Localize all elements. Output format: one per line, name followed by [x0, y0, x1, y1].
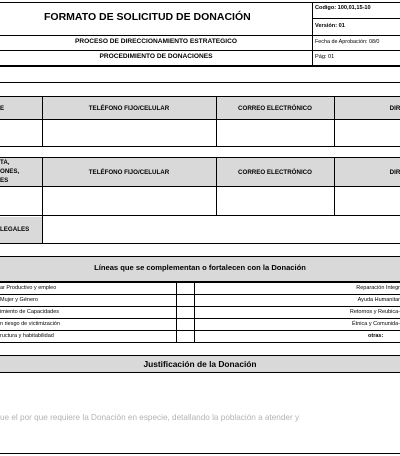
header-rule-1	[0, 35, 400, 36]
line-left-1-checkbox[interactable]	[177, 283, 194, 294]
table2-phone-header: TELÉFONO FIJO/CELULAR	[88, 168, 170, 176]
line-right-4: Étnica y Comunida-	[352, 321, 400, 327]
line-left-1: ar Productivo y empleo	[0, 285, 57, 291]
lines-row-rule-2	[0, 306, 400, 307]
lines-row-rule-3	[0, 318, 400, 319]
table2-col0-line2: ONES,	[0, 168, 20, 175]
line-left-3: imiento de Capacidades	[0, 309, 60, 315]
line-left-5-checkbox[interactable]	[177, 331, 194, 342]
table2-cell-0[interactable]	[0, 187, 42, 215]
line-left-4-checkbox[interactable]	[177, 319, 194, 330]
legales-label: LEGALES	[0, 226, 30, 233]
line-left-5: ructura y habitabilidad	[0, 333, 54, 339]
section-separator	[0, 82, 400, 83]
table2-email-field[interactable]	[217, 187, 334, 215]
justification-title: Justificación de la Donación	[143, 359, 257, 369]
justification-top-border	[0, 355, 400, 356]
table2-email-header: CORREO ELECTRÓNICO	[238, 168, 312, 176]
lines-top-border	[0, 256, 400, 257]
line-left-4: n riesgo de victimización	[0, 321, 60, 327]
line-left-3-checkbox[interactable]	[177, 307, 194, 318]
line-right-3: Retornos y Reubica-	[349, 309, 400, 315]
header-rule-2	[0, 50, 400, 51]
line-left-2: Mujer y Género	[0, 297, 38, 303]
table2-address-field[interactable]	[335, 187, 400, 215]
procedure-name: PROCEDIMIENTO DE DONACIONES	[99, 53, 213, 60]
header-top-border	[0, 2, 400, 3]
justification-bottom-border	[0, 453, 400, 454]
process-name: PROCESO DE DIRECCIONAMIENTO ESTRATEGICO	[74, 38, 238, 45]
line-right-2: Ayuda Humanitar	[357, 297, 400, 303]
table1-col0-header: E	[0, 104, 5, 112]
document-version: Versión: 01	[315, 23, 345, 29]
form-title: FORMATO DE SOLICITUD DE DONACIÓN	[44, 11, 251, 23]
lines-row-rule-1	[0, 294, 400, 295]
header-right-rule	[312, 18, 400, 19]
approval-date: Fecha de Aprobación: 08/0	[315, 39, 380, 45]
lines-section-title: Líneas que se complementan o fortalecen con la Donación	[94, 263, 306, 272]
line-right-1: Reparación Integr	[356, 285, 400, 291]
table1-email-field[interactable]	[217, 120, 334, 146]
lines-title-rule	[0, 281, 400, 283]
table1-phone-header: TELÉFONO FIJO/CELULAR	[88, 104, 170, 112]
table1-email-header: CORREO ELECTRÓNICO	[238, 104, 312, 112]
table1-address-header: DIR	[389, 104, 400, 112]
justification-title-rule	[0, 372, 400, 373]
legales-field[interactable]	[43, 216, 400, 243]
table2-col0-line3: ES	[0, 177, 9, 184]
table2-phone-field[interactable]	[43, 187, 216, 215]
table1-phone-field[interactable]	[43, 120, 216, 146]
justification-placeholder[interactable]: ue el por que requiere la Donación en especie, detallando la población a atender y	[0, 413, 300, 422]
document-code: Codigo: 100,01,15-10	[315, 5, 371, 11]
line-left-2-checkbox[interactable]	[177, 295, 194, 306]
lines-bottom-border	[0, 342, 400, 343]
table2-address-header: DIR	[389, 168, 400, 176]
header-divider	[312, 2, 313, 66]
lines-row-rule-4	[0, 330, 400, 331]
page-number: Pág: 01	[315, 54, 335, 60]
legales-bottom-border	[0, 243, 400, 244]
table1-address-field[interactable]	[335, 120, 400, 146]
table1-cell-0[interactable]	[0, 120, 42, 146]
header-bottom-border	[0, 65, 400, 67]
table1-bottom-border	[0, 146, 400, 147]
table2-col0-line1: TA,	[0, 159, 10, 166]
line-right-5: otras:	[368, 333, 384, 339]
lines-divider-2	[194, 283, 195, 343]
